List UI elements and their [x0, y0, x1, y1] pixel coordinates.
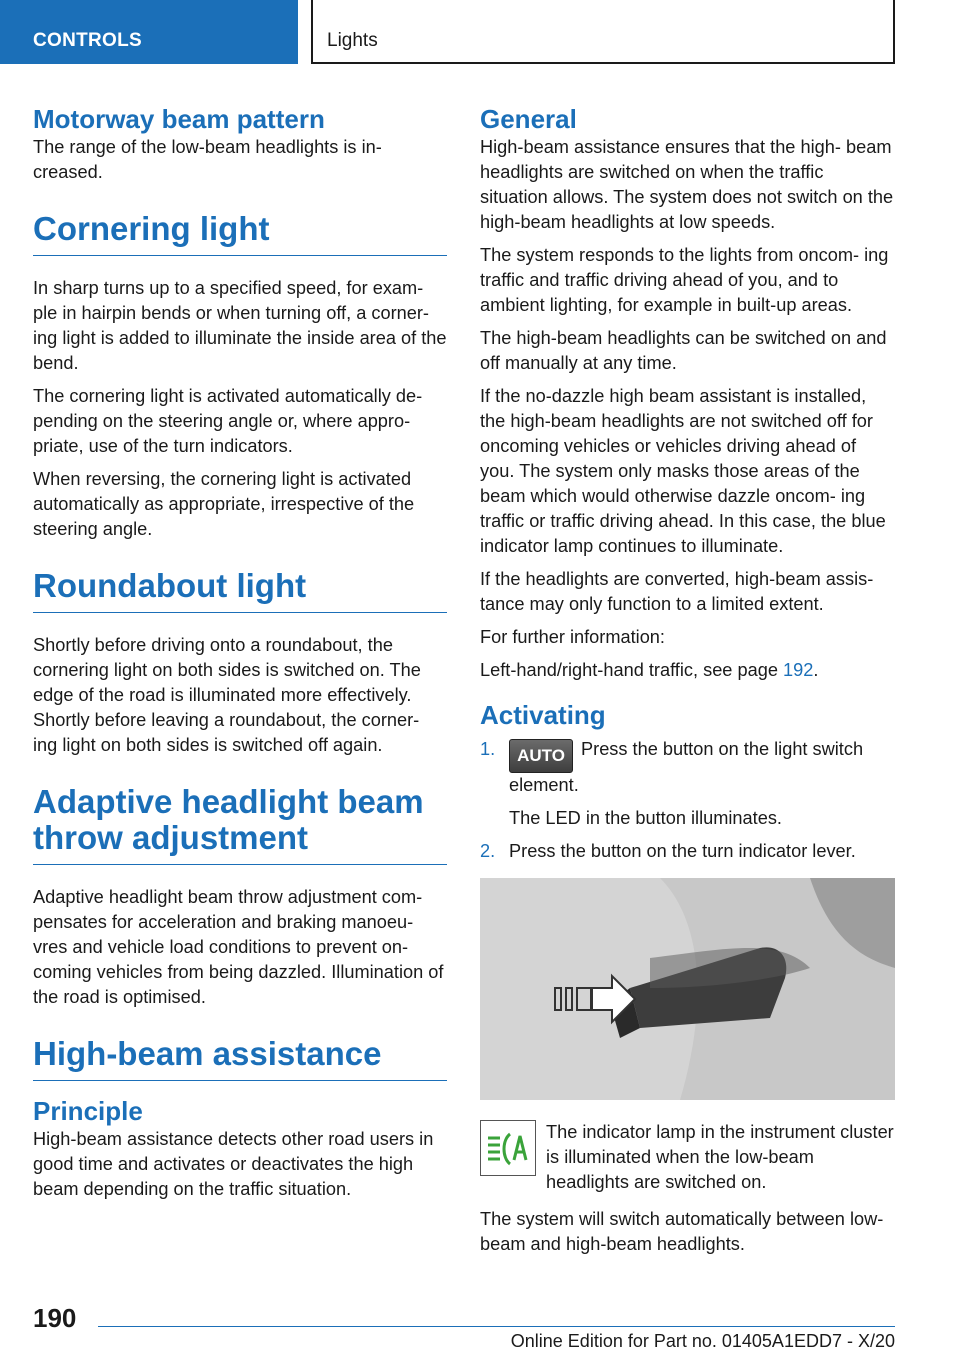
cornering-p3: When reversing, the cornering light is activated automatically as appropriate, irrespective of the steering angle.	[33, 469, 415, 539]
general-p7-end: .	[813, 660, 819, 680]
step-2	[480, 839, 895, 864]
general-p7-text: Left-hand/right-hand traffic, see page	[480, 660, 783, 680]
header-chapter: Lights	[327, 30, 378, 51]
step-1	[480, 737, 895, 831]
general-p7	[480, 658, 895, 683]
step-1-num: 1.	[480, 739, 496, 759]
cornering-title: Cornering light	[33, 211, 447, 256]
header-section-tab	[0, 0, 298, 64]
footer-edition: Online Edition for Part no. 01405A1EDD7 - X/20	[98, 1326, 895, 1352]
turn-indicator-lever-image	[480, 878, 895, 1100]
page-number: 190	[33, 1303, 77, 1333]
roundabout-heading	[33, 568, 447, 613]
step-2-text: Press the button on the turn indicator lever.	[509, 841, 856, 861]
adaptive-heading	[33, 784, 447, 865]
activating-title: Activating	[480, 700, 606, 730]
header-chapter-tab	[311, 0, 895, 64]
step-1-sub: The LED in the button illuminates.	[509, 808, 782, 828]
header-section: CONTROLS	[33, 30, 143, 51]
highbeam-heading	[33, 1036, 447, 1081]
cornering-p1: In sharp turns up to a specified speed, for exam- ple in hairpin bends or when turning off, a corner- ing light is added to illuminate the inside area of the bend.	[33, 278, 447, 373]
indicator-lamp-note	[480, 1120, 895, 1195]
page-link[interactable]: 192	[783, 660, 814, 680]
step-2-num: 2.	[480, 841, 496, 861]
roundabout-title: Roundabout light	[33, 568, 447, 613]
motorway-text: The range of the low-beam headlights is in- creased.	[33, 137, 382, 182]
motorway-title: Motorway beam pattern	[33, 104, 325, 134]
general-title: General	[480, 104, 577, 134]
adaptive-title: Adaptive headlight beam throw adjustment	[33, 784, 447, 865]
adaptive-p1: Adaptive headlight beam throw adjustment com- pensates for acceleration and braking manoeu- vres and vehicle load conditions to prevent on- coming vehicles from being dazzled. Illumination of the road is optimised.	[33, 887, 444, 1007]
general-p4: If the no-dazzle high beam assistant is installed, the high-beam headlights are not switched off for oncoming vehicles or vehicles driving ahead of you. The system only masks those areas of the beam which would otherwise dazzle oncom- ing traffic or traffic driving ahead. In this case, the blue indicator lamp continues to illuminate.	[480, 386, 886, 556]
general-p5: If the headlights are converted, high-beam assis- tance may only function to a limited extent.	[480, 569, 874, 614]
general-p3: The high-beam headlights can be switched on and off manually at any time.	[480, 328, 887, 373]
principle-title: Principle	[33, 1096, 143, 1126]
cornering-heading	[33, 211, 447, 256]
auto-button-icon: AUTO	[509, 739, 573, 773]
principle-text: High-beam assistance detects other road users in good time and activates or deactivates the high beam depending on the traffic situation.	[33, 1129, 434, 1199]
lamp-note-text: The indicator lamp in the instrument cluster is illuminated when the low-beam headlights are switched on.	[546, 1122, 894, 1192]
left-column	[33, 103, 447, 1210]
general-p2: The system responds to the lights from oncom- ing traffic and traffic driving ahead of you, and to ambient lighting, for example in built-up areas.	[480, 245, 889, 315]
activation-steps	[480, 737, 895, 864]
roundabout-p1: Shortly before driving onto a roundabout, the cornering light on both sides is switched on. The edge of the road is illuminated more effectively. Shortly before leaving a roundabout, the corner- ing light on both sides is switched off again.	[33, 635, 421, 755]
right-column	[480, 103, 895, 1265]
highbeam-title: High-beam assistance	[33, 1036, 447, 1081]
final-text: The system will switch automatically between low-beam and high-beam headlights.	[480, 1209, 884, 1254]
high-beam-assistant-lamp-icon	[480, 1120, 536, 1176]
general-p6: For further information:	[480, 627, 665, 647]
step-1-text: Press the button on the light switch element.	[509, 739, 864, 795]
cornering-p2: The cornering light is activated automatically de- pending on the steering angle or, where appro- priate, use of the turn indicators.	[33, 386, 423, 456]
general-p1: High-beam assistance ensures that the high- beam headlights are switched on when the traffic situation allows. The system does not switch on the high-beam headlights at low speeds.	[480, 137, 894, 232]
